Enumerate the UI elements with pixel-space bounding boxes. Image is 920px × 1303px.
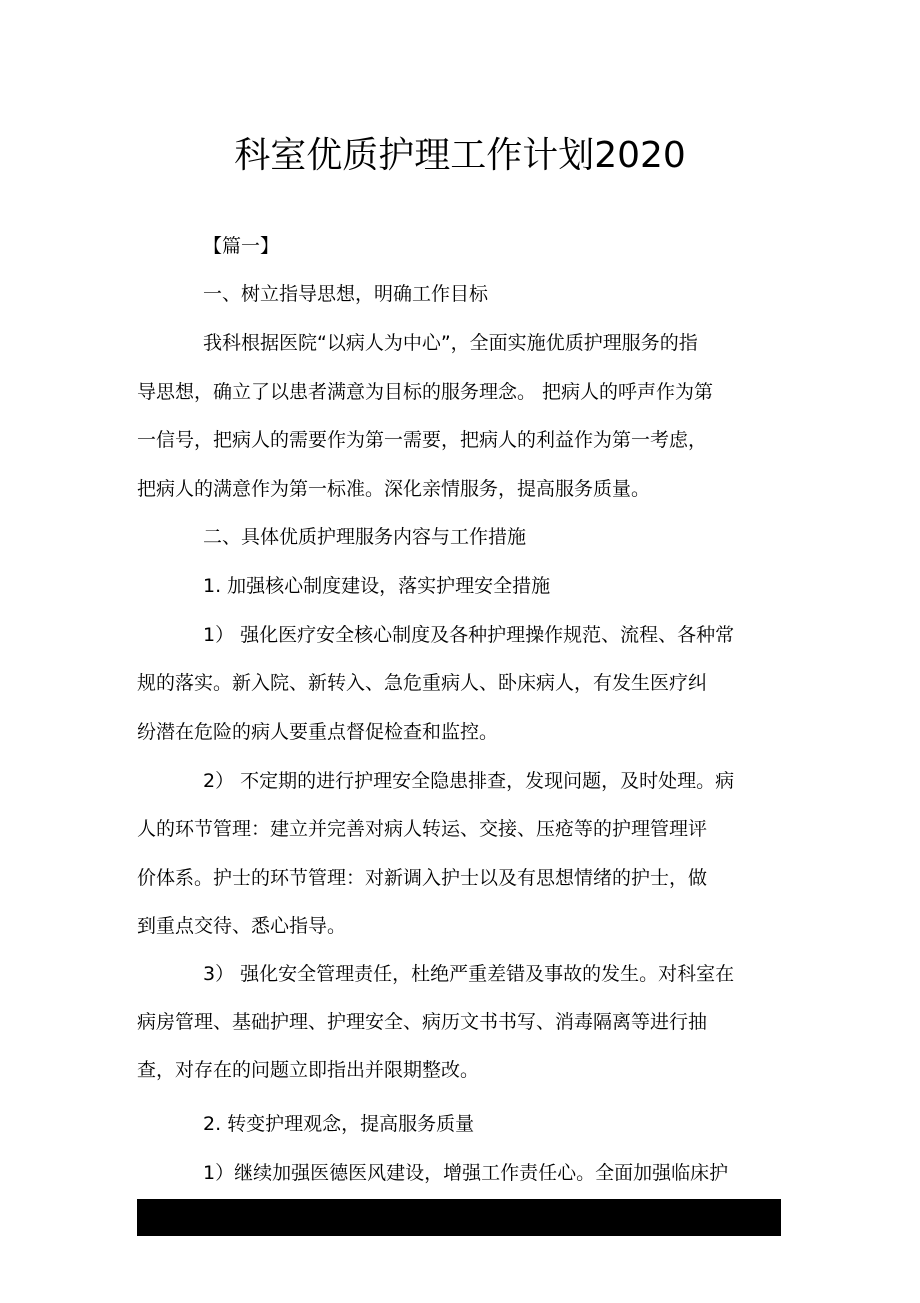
paragraph-line: 我科根据医院“以病人为中心”，全面实施优质护理服务的指 [203,332,698,354]
paragraph-line: 1）继续加强医德医风建设，增强工作责任心。全面加强临床护 [203,1162,729,1184]
paragraph-line: 纷潜在危险的病人要重点督促检查和监控。 [137,721,499,743]
heading-1: 一、树立指导思想，明确工作目标 [203,283,489,305]
subheading-2: 2. 转变护理观念，提高服务质量 [203,1113,475,1135]
paragraph-line: 2） 不定期的进行护理安全隐患排查，发现问题，及时处理。病 [203,770,735,792]
subheading-1: 1. 加强核心制度建设，落实护理安全措施 [203,575,551,597]
paragraph-line: 导思想，确立了以患者满意为目标的服务理念。 把病人的呼声作为第 [137,381,714,403]
paragraph-line: 规的落实。新入院、新转入、急危重病人、卧床病人，有发生医疗纠 [137,672,708,694]
paragraph-line: 到重点交待、悉心指导。 [137,915,347,937]
heading-2: 二、具体优质护理服务内容与工作措施 [203,526,527,548]
paragraph-line: 价体系。护士的环节管理：对新调入护士以及有思想情绪的护士，做 [137,867,708,889]
redaction-bar [137,1199,781,1236]
paragraph-line: 病房管理、基础护理、护理安全、病历文书书写、消毒隔离等进行抽 [137,1011,708,1033]
paragraph-line: 3） 强化安全管理责任，杜绝严重差错及事故的发生。对科室在 [203,963,735,985]
paragraph-line: 把病人的满意作为第一标准。深化亲情服务，提高服务质量。 [137,478,651,500]
paragraph-line: 查，对存在的问题立即指出并限期整改。 [137,1059,480,1081]
document-title: 科室优质护理工作计划2020 [234,135,686,176]
paragraph-line: 一信号，把病人的需要作为第一需要，把病人的利益作为第一考虑， [137,429,708,451]
section-label: 【篇一】 [203,235,280,257]
paragraph-line: 1） 强化医疗安全核心制度及各种护理操作规范、流程、各种常 [203,624,735,646]
paragraph-line: 人的环节管理：建立并完善对病人转运、交接、压疮等的护理管理评 [137,818,708,840]
